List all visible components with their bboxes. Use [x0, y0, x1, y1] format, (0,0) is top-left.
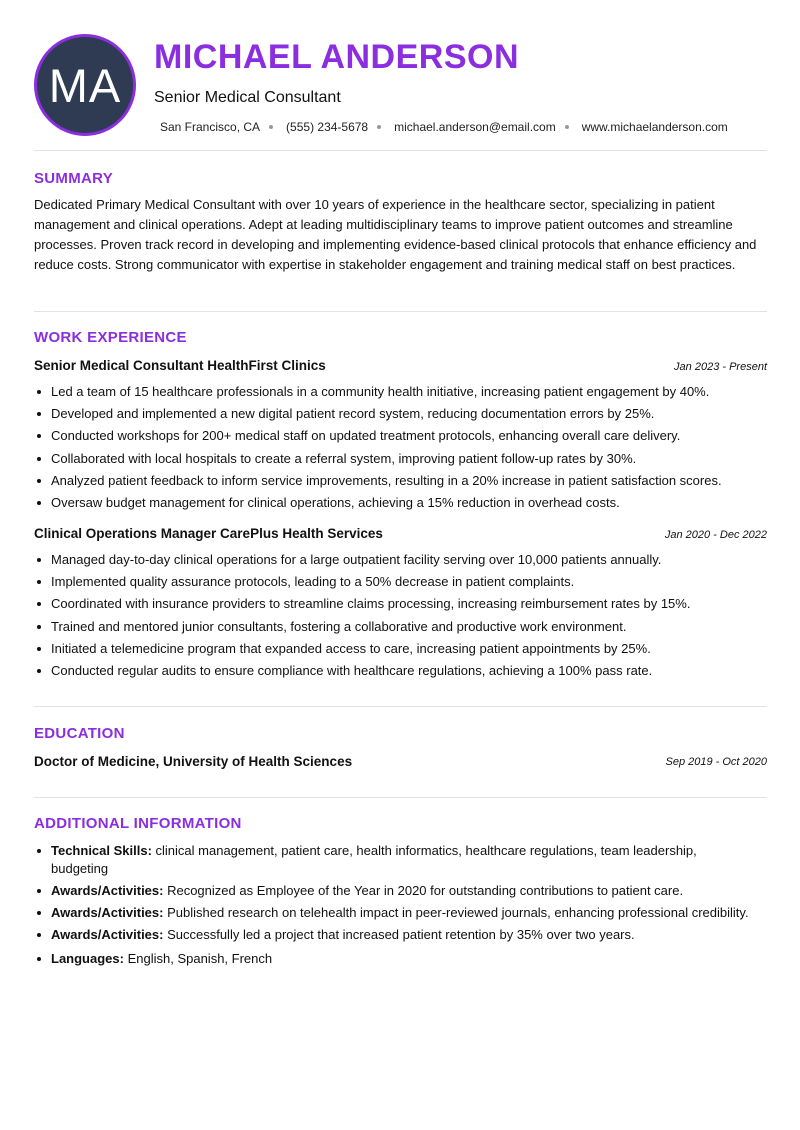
job-bullets: [34, 551, 774, 684]
contact-website: www.michaelanderson.com: [581, 120, 728, 134]
job-dates: Jan 2023 - Present: [674, 361, 767, 373]
job-bullets: [34, 383, 774, 516]
candidate-name: MICHAEL ANDERSON: [154, 38, 520, 76]
work-experience-heading: WORK EXPERIENCE: [34, 329, 187, 346]
list-item: Oversaw budget management for clinical operations, achieving a 15% reduction in overhead costs.: [34, 494, 774, 512]
list-item: Analyzed patient feedback to inform service improvements, resulting in a 20% increase in patient satisfaction scores.: [34, 472, 774, 490]
item-text: clinical management, patient care, health informatics, healthcare regulations, team leadership, budgeting: [51, 843, 697, 876]
job-dates: Jan 2020 - Dec 2022: [664, 529, 767, 541]
list-item: [34, 842, 754, 878]
avatar: [34, 34, 136, 136]
list-item: Coordinated with insurance providers to streamline claims processing, increasing reimbursement rates by 15%.: [34, 595, 774, 613]
contact-phone: (555) 234-5678: [286, 120, 369, 134]
item-label: Languages:: [51, 951, 124, 966]
job-heading: Clinical Operations Manager CarePlus Health Services: [34, 526, 383, 541]
contact-line: [160, 120, 728, 134]
list-item: Conducted regular audits to ensure compliance with healthcare regulations, achieving a 100% pass rate.: [34, 662, 774, 680]
list-item: Initiated a telemedicine program that expanded access to care, increasing patient appointments by 25%.: [34, 640, 774, 658]
separator-dot-icon: [565, 125, 569, 129]
education-dates: Sep 2019 - Oct 2020: [665, 756, 767, 768]
additional-info-heading: ADDITIONAL INFORMATION: [34, 815, 242, 832]
item-label: Technical Skills:: [51, 843, 152, 858]
additional-info-list: [34, 842, 754, 972]
candidate-role: Senior Medical Consultant: [154, 89, 341, 106]
list-item: [34, 882, 754, 900]
avatar-initials: MA: [48, 58, 122, 112]
divider: [34, 311, 767, 312]
summary-heading: SUMMARY: [34, 170, 114, 187]
divider: [34, 797, 767, 798]
list-item: Collaborated with local hospitals to create a referral system, improving patient follow-up rates by 30%.: [34, 450, 774, 468]
list-item: Trained and mentored junior consultants, fostering a collaborative and productive work environment.: [34, 618, 774, 636]
item-label: Awards/Activities:: [51, 905, 164, 920]
job-heading: Senior Medical Consultant HealthFirst Clinics: [34, 358, 326, 373]
list-item: Developed and implemented a new digital patient record system, reducing documentation errors by 25%.: [34, 405, 774, 423]
list-item: Implemented quality assurance protocols, leading to a 50% decrease in patient complaints.: [34, 573, 774, 591]
list-item: Managed day-to-day clinical operations for a large outpatient facility serving over 10,000 patients annually.: [34, 551, 774, 569]
item-text: Recognized as Employee of the Year in 2020 for outstanding contributions to patient care.: [163, 883, 684, 898]
item-text: Successfully led a project that increased patient retention by 35% over two years.: [163, 927, 635, 942]
divider: [34, 150, 767, 151]
list-item: [34, 904, 754, 922]
education-heading: EDUCATION: [34, 725, 125, 742]
summary-text: Dedicated Primary Medical Consultant with over 10 years of experience in the healthcare sector, specializing in patient management and clinical operations. Adept at leading multidisciplinary teams to improve patient outcomes and streamline processes. Proven track record in developing and implementing evidence-based clinical protocols that enhance efficiency and reduce costs. Strong communicator with expertise in stakeholder engagement and training medical staff on best practices.: [34, 197, 757, 272]
divider: [34, 706, 767, 707]
contact-location: San Francisco, CA: [160, 120, 261, 134]
separator-dot-icon: [269, 125, 273, 129]
contact-email: michael.anderson@email.com: [394, 120, 556, 134]
item-label: Awards/Activities:: [51, 883, 164, 898]
list-item: Led a team of 15 healthcare professionals in a community health initiative, increasing patient engagement by 40%.: [34, 383, 774, 401]
item-text: Published research on telehealth impact in peer-reviewed journals, enhancing professional credibility.: [163, 905, 749, 920]
item-text: English, Spanish, French: [123, 951, 273, 966]
item-label: Awards/Activities:: [51, 927, 164, 942]
list-item: [34, 950, 754, 968]
list-item: [34, 926, 754, 944]
separator-dot-icon: [377, 125, 381, 129]
degree: Doctor of Medicine, University of Health Sciences: [34, 754, 353, 769]
list-item: Conducted workshops for 200+ medical staff on updated treatment protocols, enhancing overall care delivery.: [34, 427, 774, 445]
